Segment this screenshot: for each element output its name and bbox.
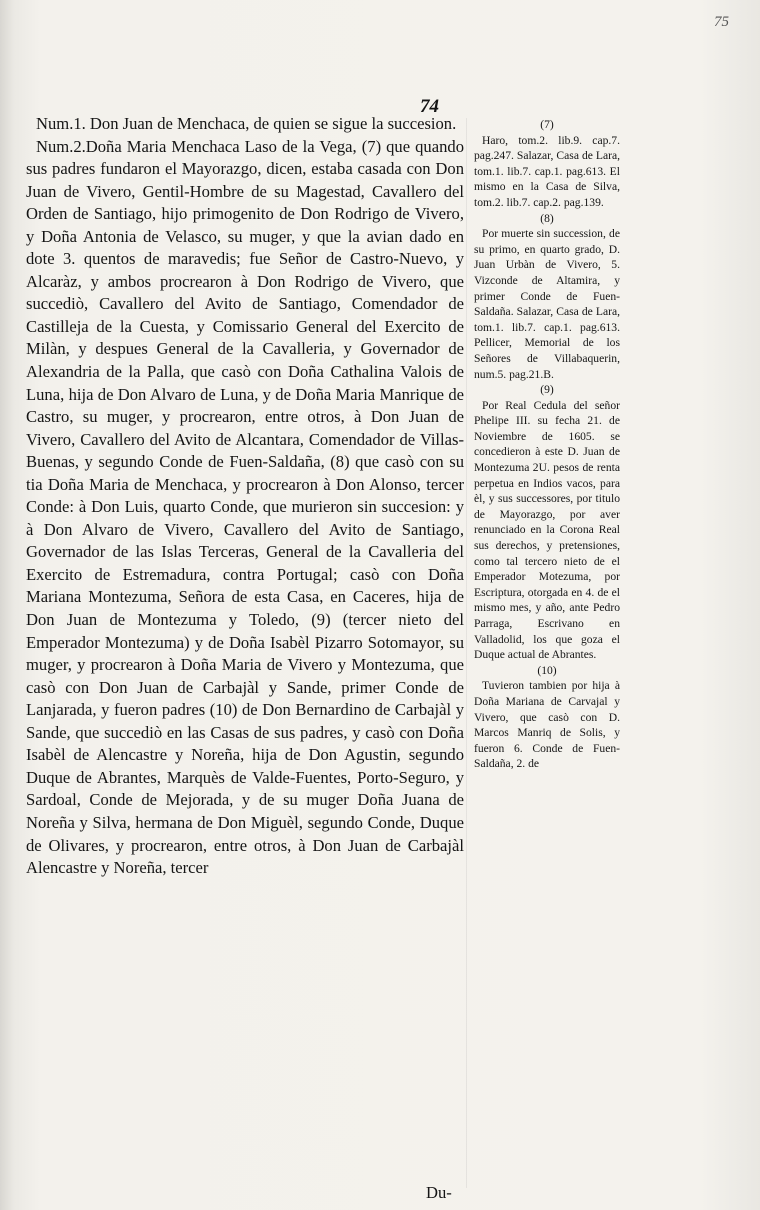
note-number: (9)	[540, 383, 554, 397]
note-number: (7)	[540, 118, 554, 131]
margin-note-10	[474, 663, 620, 772]
paragraph-num-1: Num.1. Don Juan de Menchaca, de quien se sigue la succesion.	[36, 114, 457, 133]
note-text: Por muerte sin succession, de su primo, en quarto grado, D. Juan Urbàn de Vivero, 5. Vizconde de Altamira, y primer Conde de Fuen-Saldaña. Salazar, Casa de Lara, tom.1. lib.7. cap.1. pag.613. Pellicer, Memorial de los Señores de Villabaquerin, num.5. pag.21.B.	[474, 227, 620, 381]
column-divider	[466, 118, 467, 1188]
catchword: Du-	[426, 1183, 452, 1202]
note-text: Haro, tom.2. lib.9. cap.7. pag.247. Salazar, Casa de Lara, tom.1. lib.7. cap.1. pag.613. El mismo en la Casa de Silva, tom.2. lib.7. cap.2. pag.139.	[474, 133, 620, 209]
margin-note-8	[474, 211, 620, 383]
note-number: (10)	[537, 663, 557, 677]
paragraph-num-2: Num.2.Doña Maria Menchaca Laso de la Vega, (7) que quando sus padres fundaron el Mayorazgo, dicen, estaba casada con Don Juan de Vivero, Gentil-Hombre de su Magestad, Cavallero del Orden de Santiago, hijo primogenito de Don Rodrigo de Vivero, y Doña Antonia de Velasco, su muger, y que la avian dado en dote 3. quentos de maravedis; fue Señor de Castro-Nuevo, y Alcaràz, y ambos procrearon à Don Rodrigo de Vivero, que succediò, Cavallero del Avito de Santiago, Comendador de Castilleja de la Cuesta, y Comissario General del Exercito de Milàn, y despues General de la Cavalleria, y Governador de Alexandria de la Palla, que casò con Doña Cathalina Valois de Luna, hija de Don Alvaro de Luna, y de Doña Maria Manrique de Castro, su muger, y procrearon, entre otros, à Don Juan de Vivero, Cavallero del Avito de Alcantara, Comendador de Villas-Buenas, y segundo Conde de Fuen-Saldaña, (8) que casò con su tia Doña Maria de Menchaca, y procrearon à Don Alonso, tercer Conde: à Don Luis, quarto Conde, que murieron sin succesion: y à Don Alvaro de Vivero, Cavallero del Avito de Santiago, Governador de las Islas Terceras, General de la Cavalleria del Exercito de Estremadura, contra Portugal; casò con Doña Mariana Montezuma, Señora de esta Casa, en Caceres, hija de Don Juan de Montezuma y Toledo, (9) (tercer nieto del Emperador Montezuma) y de Doña Isabèl Pizarro Sotomayor, su muger, y procrearon à Doña Maria de Vivero y Montezuma, que casò con Don Juan de Carbajàl y Sande, primer Conde de Lanjarada, y fueron padres (10) de Don Bernardino de Carbajàl y Sande, que succediò en las Casas de sus padres, y casò con Doña Isabèl de Alencastre y Noreña, hija de Don Agustin, segundo Duque de Abrantes, Marquès de Valde-Fuentes, Porto-Seguro, y Sardoal, Conde de Mejorada, y de su muger Doña Juana de Noreña y Silva, hermana de Don Miguèl, segundo Conde, Duque de Olivares, y procrearon, entre otros, à Don Juan de Carbajàl Alencastre y Noreña, tercer	[26, 136, 464, 878]
note-text: Tuvieron tambien por hija à Doña Mariana de Carvajal y Vivero, que casò con D. Marcos Manriq de Solis, y fueron 6. Conde de Fuen-Saldaña, 2. de	[474, 679, 620, 771]
margin-note-9	[474, 382, 620, 663]
margin-note-7	[474, 117, 620, 211]
main-text-column	[26, 113, 464, 880]
note-text: Por Real Cedula del señor Phelipe III. su fecha 21. de Noviembre de 1605. se concedieron à este D. Juan de Montezuma 2U. pesos de renta perpetua en Indios vacos, para èl, y sus successores, por titulo de Mayorazgo, por aver renunciado en la Corona Real sus derechos, y pretensiones, como tal tercero nieto de el Emperador Motezuma, por Escriptura, otorgada en 4. de el mismo mes, y año, ante Pedro Parraga, Escrivano en Valladolid, los que goza el Duque actual de Abrantes.	[474, 398, 620, 662]
note-number: (8)	[540, 211, 554, 225]
folio-number: 75	[714, 14, 729, 30]
page-number: 74	[420, 96, 439, 117]
marginal-notes-column	[474, 117, 620, 772]
